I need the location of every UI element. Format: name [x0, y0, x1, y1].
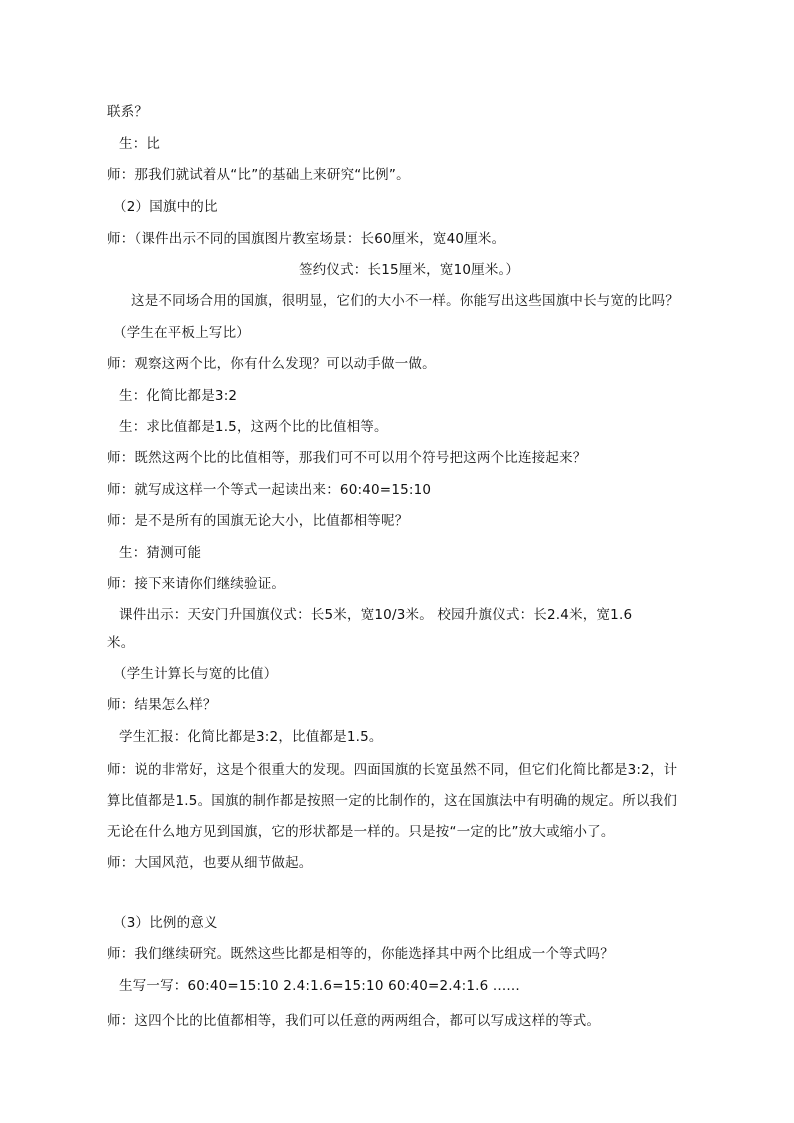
text-line: 算比值都是1.5。国旗的制作都是按照一定的比制作的，这在国旗法中有明确的规定。所以我们: [107, 793, 678, 809]
text-line: 师：是不是所有的国旗无论大小，比值都相等呢？: [107, 513, 409, 529]
text-line: 生写一写：60:40=15:10 2.4:1.6=15:10 60:40=2.4:1.6 ......: [119, 978, 520, 994]
text-line: 师：我们继续研究。既然这些比都是相等的，你能选择其中两个比组成一个等式吗？: [107, 946, 614, 962]
text-line: 师：那我们就试着从“比”的基础上来研究“比例”。: [107, 167, 410, 183]
text-line: 师：说的非常好，这是个很重大的发现。四面国旗的长宽虽然不同，但它们化简比都是3:2，计: [107, 762, 678, 778]
text-line: 师：大国风范，也要从细节做起。: [107, 855, 313, 871]
text-line: 生：化简比都是3:2: [119, 388, 238, 404]
text-line: 联系？: [107, 104, 149, 120]
text-line: （学生计算长与宽的比值）: [113, 666, 278, 682]
text-line: 米。: [107, 635, 135, 651]
text-line: 生：比: [119, 136, 161, 152]
section-heading: （3）比例的意义: [113, 915, 218, 931]
text-line: 无论在什么地方见到国旗，它的形状都是一样的。只是按“一定的比”放大或缩小了。: [107, 824, 615, 840]
text-line: 师：就写成这样一个等式一起读出来：60:40=15:10: [107, 482, 432, 498]
text-line: 这是不同场合用的国旗，很明显，它们的大小不一样。你能写出这些国旗中长与宽的比吗？: [131, 293, 679, 309]
text-line: 师：接下来请你们继续验证。: [107, 576, 286, 592]
text-line: 师：（课件出示不同的国旗图片教室场景：长60厘米，宽40厘米。: [107, 231, 506, 247]
text-line: 课件出示：天安门升国旗仪式：长5米，宽10/3米。 校园升旗仪式：长2.4米，宽1.6: [119, 607, 633, 623]
text-line: 师：这四个比的比值都相等，我们可以任意的两两组合，都可以写成这样的等式。: [107, 1013, 601, 1029]
text-line: 生：求比值都是1.5，这两个比的比值相等。: [119, 419, 388, 435]
text-line: 师：结果怎么样？: [107, 697, 217, 713]
text-line: 生：猜测可能: [119, 545, 202, 561]
text-line: 学生汇报：化简比都是3:2，比值都是1.5。: [119, 729, 383, 745]
text-line: 签约仪式：长15厘米，宽10厘米。）: [299, 262, 520, 278]
text-line: 师：既然这两个比的比值相等，那我们可不可以用个符号把这两个比连接起来？: [107, 450, 587, 466]
section-heading: （2）国旗中的比: [113, 199, 218, 215]
text-line: 师：观察这两个比，你有什么发现？可以动手做一做。: [107, 356, 436, 372]
text-line: （学生在平板上写比）: [113, 325, 250, 341]
